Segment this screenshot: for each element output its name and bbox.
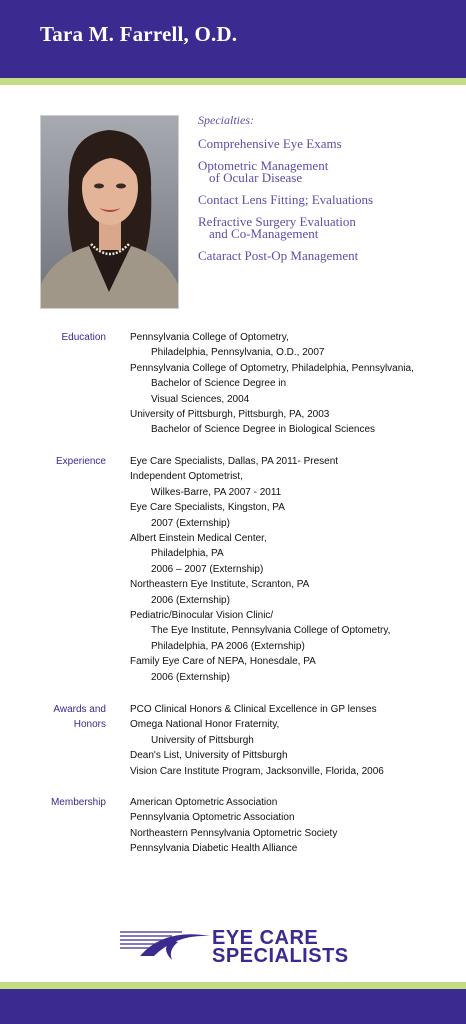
specialties-panel [198,113,460,272]
page-title: Tara M. Farrell, O.D. [40,22,238,46]
experience-list [130,454,460,685]
awards-line: PCO Clinical Honors & Clinical Excellence in GP lenses [130,704,377,715]
awards-label-line: Awards and [53,704,106,715]
experience-line: Independent Optometrist, [130,471,243,483]
experience-line: 2006 – 2007 (Externship) [151,563,264,575]
education-line: University of Pittsburgh, Pittsburgh, PA, 2003 [130,409,330,421]
experience-line: Eye Care Specialists, Dallas, PA 2011- Present [130,456,339,467]
specialty-line-continued: and Co-Management [209,226,319,241]
awards-line: University of Pittsburgh [151,734,254,746]
specialty-line: Comprehensive Eye Exams [198,136,342,151]
awards-label [20,702,106,733]
experience-line: 2006 (Externship) [151,671,230,683]
membership-line: American Optometric Association [130,797,278,808]
specialty-item [198,250,460,262]
experience-line: 2006 (Externship) [151,594,230,606]
experience-line: Pediatric/Binocular Vision Clinic/ [130,610,274,622]
education-line: Philadelphia, Pennsylvania, O.D., 2007 [151,347,325,359]
experience-label: Experience [55,456,106,467]
awards-line: Vision Care Institute Program, Jacksonville, Florida, 2006 [130,765,384,777]
specialty-item [198,216,460,240]
membership-line: Pennsylvania Optometric Association [130,812,295,824]
portrait-illustration [41,116,178,308]
eye-care-specialists-logo [120,926,360,968]
specialty-item [198,194,460,206]
specialties-heading: Specialties: [198,113,254,127]
logo-text-line1: EYE CARE [212,927,319,949]
specialty-item [198,138,460,150]
logo-text-line2: SPECIALISTS [212,945,349,967]
education-line: Bachelor of Science Degree in Biological Sciences [151,424,376,436]
experience-line: Northeastern Eye Institute, Scranton, PA [130,579,310,591]
specialty-line: Cataract Post-Op Management [198,248,359,263]
specialty-line: Refractive Surgery Evaluation [198,214,356,229]
experience-line: Philadelphia, PA 2006 (Externship) [151,640,305,652]
membership-list [130,795,460,857]
specialty-line-continued: of Ocular Disease [209,170,303,185]
eye-swoosh-icon [120,926,212,968]
accent-stripe-bottom [0,982,466,989]
education-list [130,330,460,438]
specialty-item [198,160,460,184]
doctor-portrait-photo [40,115,179,309]
education-line: Bachelor of Science Degree in [151,378,287,390]
membership-label: Membership [50,797,106,808]
education-line: Pennsylvania College of Optometry, [130,332,289,343]
experience-line: 2007 (Externship) [151,517,230,529]
experience-line: Philadelphia, PA [151,548,224,560]
awards-line: Dean's List, University of Pittsburgh [130,750,288,762]
specialty-line: Contact Lens Fitting; Evaluations [198,192,374,207]
education-line: Pennsylvania College of Optometry, Philadelphia, Pennsylvania, [130,362,414,374]
awards-line: Omega National Honor Fraternity, [130,719,280,731]
education-line: Visual Sciences, 2004 [151,393,250,405]
experience-line: The Eye Institute, Pennsylvania College of Optometry, [151,625,391,637]
awards-list [130,702,460,779]
accent-stripe-top [0,78,466,85]
header-bar [0,0,466,78]
membership-line: Northeastern Pennsylvania Optometric Society [130,827,338,839]
footer-bar [0,989,466,1024]
awards-label-line: Honors [73,719,106,731]
education-label: Education [61,332,106,343]
experience-line: Eye Care Specialists, Kingston, PA [130,502,285,514]
experience-line: Wilkes-Barre, PA 2007 - 2011 [151,486,282,498]
specialty-line: Optometric Management [198,158,329,173]
experience-line: Albert Einstein Medical Center, [130,533,267,545]
experience-line: Family Eye Care of NEPA, Honesdale, PA [130,656,316,668]
membership-line: Pennsylvania Diabetic Health Alliance [130,843,298,855]
